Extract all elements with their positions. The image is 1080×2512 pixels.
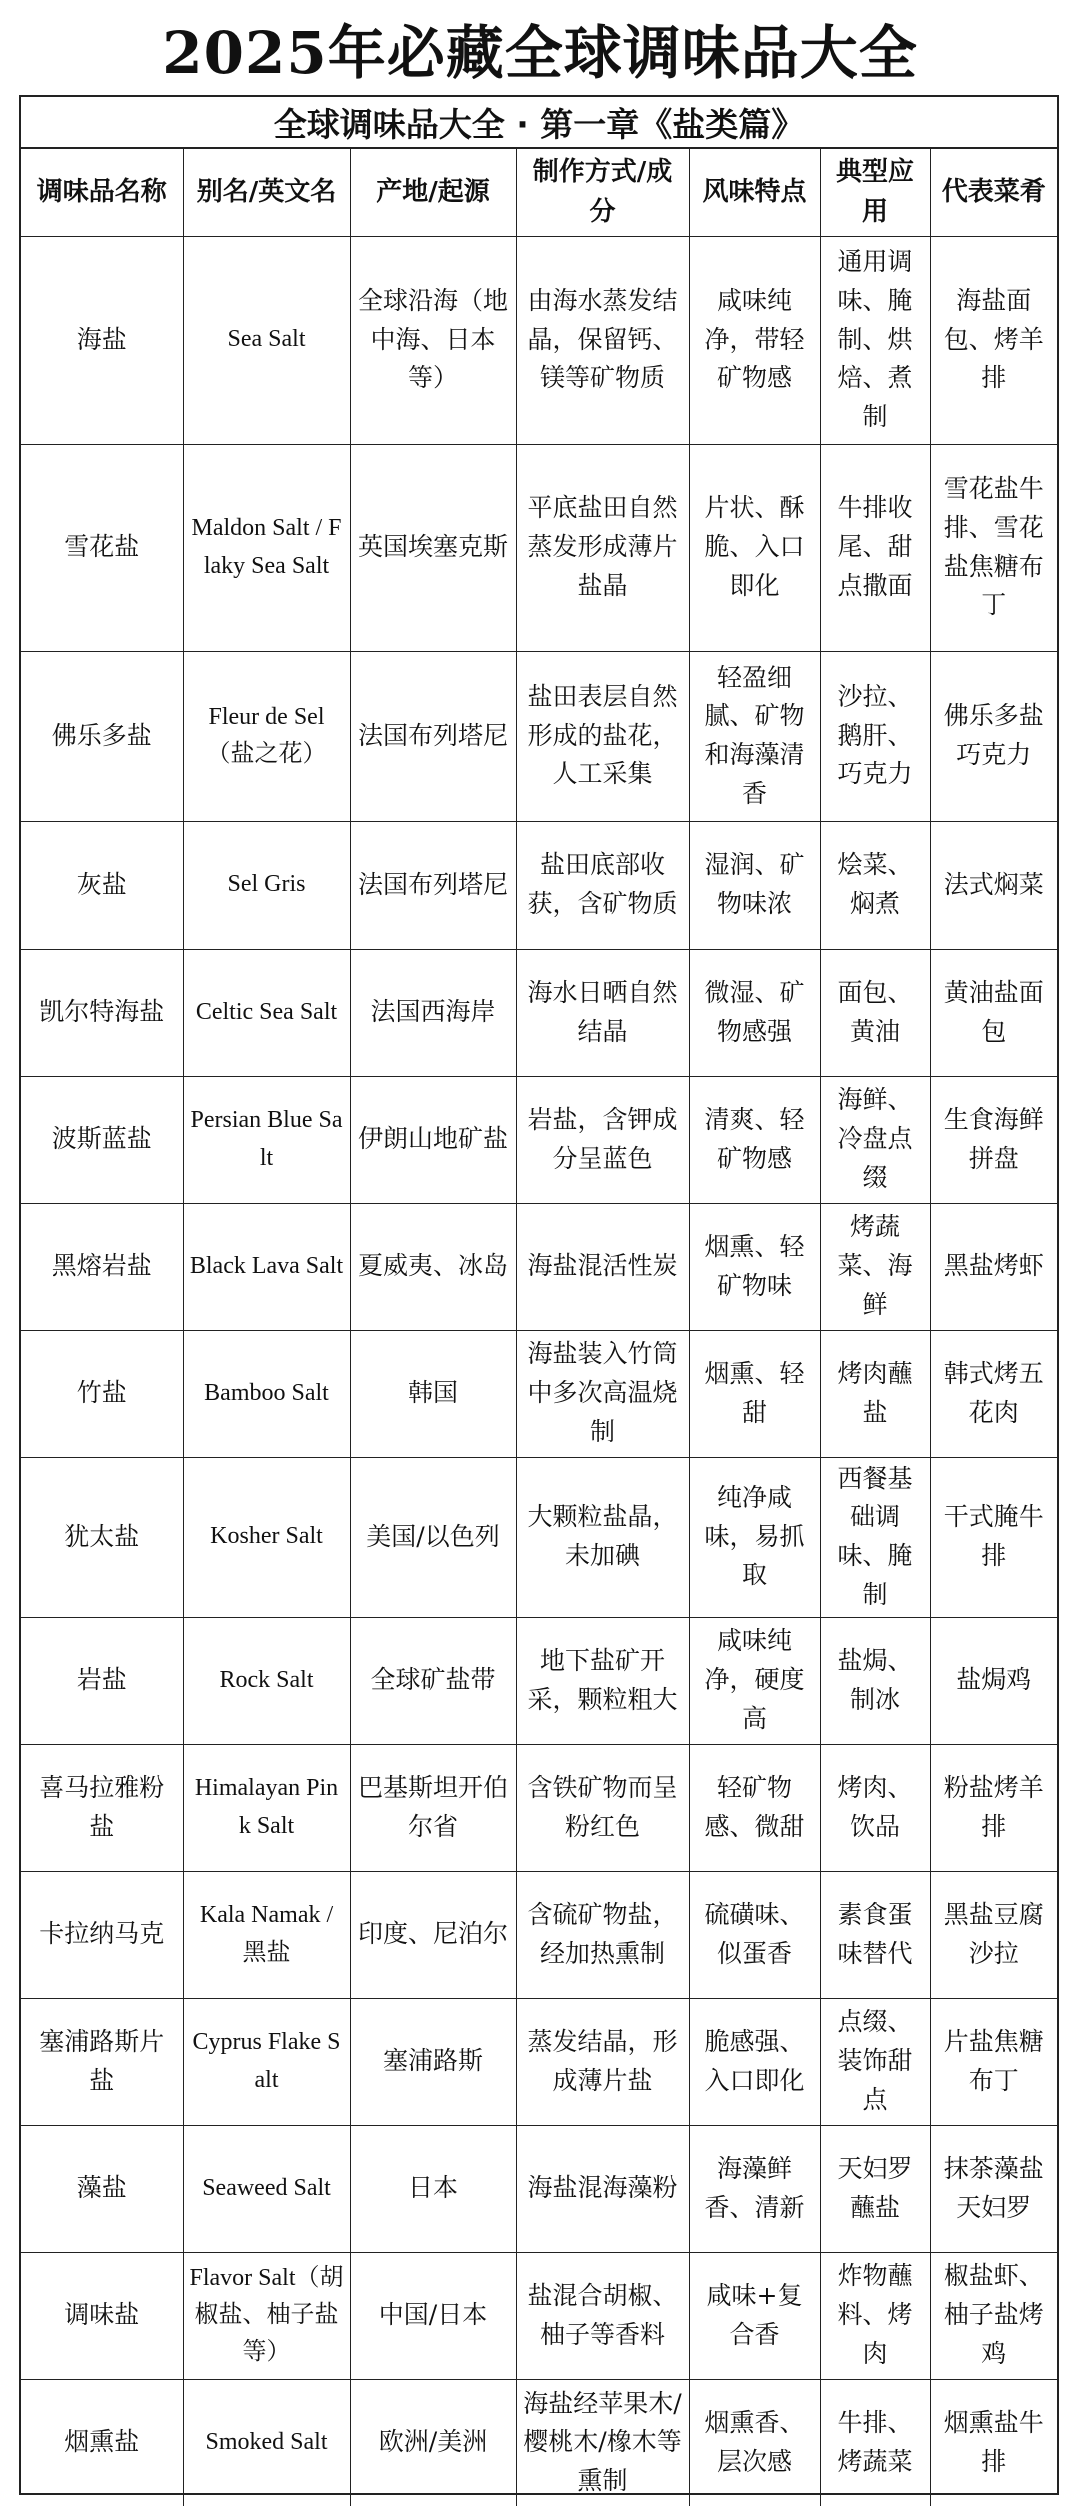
cell-origin: 全球矿盐带 [350, 1617, 516, 1744]
cell-flavor: 湿润、矿物味浓 [689, 821, 820, 949]
cell-alias: Smoked Salt [183, 2379, 350, 2506]
cell-dish: 雪花盐牛排、雪花盐焦糖布丁 [930, 444, 1057, 651]
cell-method: 海水日晒自然结晶 [516, 949, 689, 1076]
cell-flavor: 片状、酥脆、入口即化 [689, 444, 820, 651]
cell-usage: 天妇罗蘸盐 [820, 2125, 930, 2252]
cell-flavor: 咸味纯净，硬度高 [689, 1617, 820, 1744]
table-row [21, 2125, 1057, 2252]
cell-method: 含铁矿物而呈粉红色 [516, 1744, 689, 1871]
cell-flavor: 轻盈细腻、矿物和海藻清香 [689, 651, 820, 821]
table-body [21, 236, 1057, 2506]
cell-usage: 海鲜、冷盘点缀 [820, 1076, 930, 1203]
cell-dish: 干式腌牛排 [930, 1457, 1057, 1617]
table-row [21, 821, 1057, 949]
cell-usage: 沙拉、鹅肝、巧克力 [820, 651, 930, 821]
cell-dish: 黄油盐面包 [930, 949, 1057, 1076]
cell-origin: 韩国 [350, 1330, 516, 1457]
cell-usage: 西餐基础调味、腌制 [820, 1457, 930, 1617]
cell-flavor: 纯净咸味，易抓取 [689, 1457, 820, 1617]
cell-name: 犹太盐 [21, 1457, 183, 1617]
cell-dish: 黑盐烤虾 [930, 1203, 1057, 1330]
table-row [21, 1330, 1057, 1457]
cell-origin: 全球沿海（地中海、日本等） [350, 236, 516, 444]
header-origin: 产地/起源 [350, 149, 516, 236]
cell-dish: 法式焖菜 [930, 821, 1057, 949]
cell-name: 海盐 [21, 236, 183, 444]
table-row [21, 444, 1057, 651]
cell-flavor: 烟熏香、层次感 [689, 2379, 820, 2506]
cell-flavor: 咸味+复合香 [689, 2252, 820, 2379]
cell-dish: 韩式烤五花肉 [930, 1330, 1057, 1457]
cell-alias: Bamboo Salt [183, 1330, 350, 1457]
cell-origin: 欧洲/美洲 [350, 2379, 516, 2506]
cell-alias: Cyprus Flake Salt [183, 1998, 350, 2125]
cell-name: 雪花盐 [21, 444, 183, 651]
chapter-heading: 全球调味品大全 · 第一章《盐类篇》 [21, 97, 1057, 149]
cell-alias: Himalayan Pink Salt [183, 1744, 350, 1871]
cell-method: 海盐混活性炭 [516, 1203, 689, 1330]
cell-dish: 椒盐虾、柚子盐烤鸡 [930, 2252, 1057, 2379]
table-row [21, 1871, 1057, 1998]
cell-alias: Kosher Salt [183, 1457, 350, 1617]
cell-usage: 通用调味、腌制、烘焙、煮制 [820, 236, 930, 444]
cell-usage: 牛排、烤蔬菜 [820, 2379, 930, 2506]
cell-alias: Sea Salt [183, 236, 350, 444]
cell-name: 灰盐 [21, 821, 183, 949]
salt-table [21, 149, 1057, 2506]
cell-usage: 烤肉蘸盐 [820, 1330, 930, 1457]
cell-method: 海盐经苹果木/樱桃木/橡木等熏制 [516, 2379, 689, 2506]
cell-dish: 盐焗鸡 [930, 1617, 1057, 1744]
cell-usage: 素食蛋味替代 [820, 1871, 930, 1998]
cell-flavor: 清爽、轻矿物感 [689, 1076, 820, 1203]
cell-usage: 烩菜、焖煮 [820, 821, 930, 949]
table-header-row [21, 149, 1057, 236]
cell-origin: 夏威夷、冰岛 [350, 1203, 516, 1330]
table-row [21, 1998, 1057, 2125]
cell-alias: Sel Gris [183, 821, 350, 949]
cell-origin: 美国/以色列 [350, 1457, 516, 1617]
cell-flavor: 硫磺味、似蛋香 [689, 1871, 820, 1998]
cell-dish: 片盐焦糖布丁 [930, 1998, 1057, 2125]
cell-method: 大颗粒盐晶，未加碘 [516, 1457, 689, 1617]
cell-name: 波斯蓝盐 [21, 1076, 183, 1203]
cell-origin: 法国布列塔尼 [350, 651, 516, 821]
cell-alias: Celtic Sea Salt [183, 949, 350, 1076]
table-row [21, 1744, 1057, 1871]
header-name: 调味品名称 [21, 149, 183, 236]
cell-flavor: 轻矿物感、微甜 [689, 1744, 820, 1871]
cell-flavor: 烟熏、轻矿物味 [689, 1203, 820, 1330]
cell-flavor: 微湿、矿物感强 [689, 949, 820, 1076]
header-dish: 代表菜肴 [930, 149, 1057, 236]
cell-usage: 炸物蘸料、烤肉 [820, 2252, 930, 2379]
cell-name: 藻盐 [21, 2125, 183, 2252]
cell-alias: Maldon Salt / Flaky Sea Salt [183, 444, 350, 651]
cell-method: 含硫矿物盐，经加热熏制 [516, 1871, 689, 1998]
header-usage: 典型应用 [820, 149, 930, 236]
cell-method: 海盐装入竹筒中多次高温烧制 [516, 1330, 689, 1457]
cell-flavor: 海藻鲜香、清新 [689, 2125, 820, 2252]
cell-dish: 海盐面包、烤羊排 [930, 236, 1057, 444]
cell-alias: Seaweed Salt [183, 2125, 350, 2252]
cell-usage: 点缀、装饰甜点 [820, 1998, 930, 2125]
cell-flavor: 咸味纯净，带轻矿物感 [689, 236, 820, 444]
cell-origin: 法国西海岸 [350, 949, 516, 1076]
cell-usage: 面包、黄油 [820, 949, 930, 1076]
page-title: 2025年必藏全球调味品大全 [162, 18, 918, 87]
cell-origin: 印度、尼泊尔 [350, 1871, 516, 1998]
cell-name: 黑熔岩盐 [21, 1203, 183, 1330]
cell-origin: 日本 [350, 2125, 516, 2252]
table-row [21, 1203, 1057, 1330]
cell-alias: Black Lava Salt [183, 1203, 350, 1330]
cell-method: 盐田表层自然形成的盐花，人工采集 [516, 651, 689, 821]
cell-dish: 黑盐豆腐沙拉 [930, 1871, 1057, 1998]
cell-name: 岩盐 [21, 1617, 183, 1744]
cell-usage: 烤肉、饮品 [820, 1744, 930, 1871]
cell-usage: 烤蔬菜、海鲜 [820, 1203, 930, 1330]
cell-usage: 牛排收尾、甜点撒面 [820, 444, 930, 651]
cell-name: 佛乐多盐 [21, 651, 183, 821]
table-row [21, 651, 1057, 821]
table-row [21, 1076, 1057, 1203]
cell-alias: Fleur de Sel（盐之花） [183, 651, 350, 821]
cell-origin: 塞浦路斯 [350, 1998, 516, 2125]
header-alias: 别名/英文名 [183, 149, 350, 236]
table-frame [19, 95, 1059, 2495]
cell-method: 盐混合胡椒、柚子等香料 [516, 2252, 689, 2379]
header-flavor: 风味特点 [689, 149, 820, 236]
cell-method: 盐田底部收获，含矿物质 [516, 821, 689, 949]
cell-usage: 盐焗、制冰 [820, 1617, 930, 1744]
cell-name: 凯尔特海盐 [21, 949, 183, 1076]
cell-name: 竹盐 [21, 1330, 183, 1457]
cell-method: 蒸发结晶，形成薄片盐 [516, 1998, 689, 2125]
cell-dish: 生食海鲜拼盘 [930, 1076, 1057, 1203]
cell-name: 塞浦路斯片盐 [21, 1998, 183, 2125]
cell-alias: Persian Blue Salt [183, 1076, 350, 1203]
cell-alias: Kala Namak / 黑盐 [183, 1871, 350, 1998]
cell-alias: Flavor Salt（胡椒盐、柚子盐等） [183, 2252, 350, 2379]
cell-origin: 巴基斯坦开伯尔省 [350, 1744, 516, 1871]
table-row [21, 236, 1057, 444]
cell-method: 平底盐田自然蒸发形成薄片盐晶 [516, 444, 689, 651]
table-row [21, 949, 1057, 1076]
cell-dish: 佛乐多盐巧克力 [930, 651, 1057, 821]
cell-dish: 抹茶藻盐天妇罗 [930, 2125, 1057, 2252]
cell-method: 由海水蒸发结晶，保留钙、镁等矿物质 [516, 236, 689, 444]
cell-dish: 粉盐烤羊排 [930, 1744, 1057, 1871]
cell-name: 烟熏盐 [21, 2379, 183, 2506]
header-method: 制作方式/成分 [516, 149, 689, 236]
table-row [21, 2252, 1057, 2379]
cell-origin: 法国布列塔尼 [350, 821, 516, 949]
table-row [21, 1617, 1057, 1744]
cell-origin: 中国/日本 [350, 2252, 516, 2379]
cell-flavor: 烟熏、轻甜 [689, 1330, 820, 1457]
cell-method: 岩盐，含钾成分呈蓝色 [516, 1076, 689, 1203]
cell-origin: 伊朗山地矿盐 [350, 1076, 516, 1203]
table-row [21, 1457, 1057, 1617]
table-row [21, 2379, 1057, 2506]
cell-origin: 英国埃塞克斯 [350, 444, 516, 651]
cell-alias: Rock Salt [183, 1617, 350, 1744]
cell-method: 地下盐矿开采，颗粒粗大 [516, 1617, 689, 1744]
cell-name: 喜马拉雅粉盐 [21, 1744, 183, 1871]
cell-dish: 烟熏盐牛排 [930, 2379, 1057, 2506]
cell-flavor: 脆感强、入口即化 [689, 1998, 820, 2125]
cell-name: 调味盐 [21, 2252, 183, 2379]
cell-name: 卡拉纳马克 [21, 1871, 183, 1998]
cell-method: 海盐混海藻粉 [516, 2125, 689, 2252]
